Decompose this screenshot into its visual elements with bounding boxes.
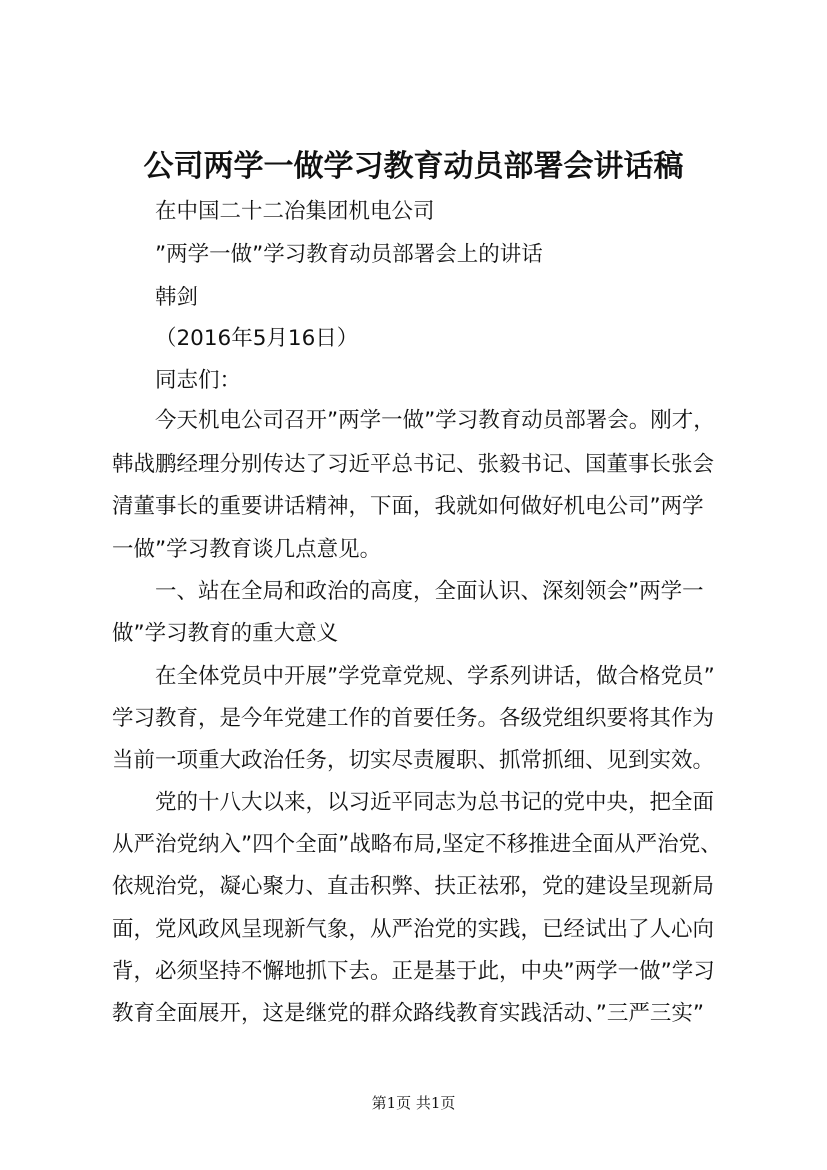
text-line: 当前一项重大政治任务，切实尽责履职、抓常抓细、见到实效。 (112, 748, 715, 773)
text-line: 在中国二十二冶集团机电公司 (155, 199, 435, 224)
text-line: 做”学习教育的重大意义 (112, 621, 339, 646)
text-line: 面，党风政风呈现新气象，从严治党的实践，已经试出了人心向 (112, 917, 715, 942)
text-line: 清董事长的重要讲话精神，下面，我就如何做好机电公司”两学 (112, 494, 704, 519)
text-line: 学习教育，是今年党建工作的首要任务。各级党组织要将其作为 (112, 706, 715, 731)
text-line: 韩剑 (155, 285, 199, 310)
text-line: 党的十八大以来，以习近平同志为总书记的党中央，把全面 (155, 790, 715, 815)
text-line: 在全体党员中开展”学党章党规、学系列讲话，做合格党员” (155, 664, 715, 689)
text-line: 今天机电公司召开”两学一做”学习教育动员部署会。刚才， (155, 408, 715, 433)
text-line: 背，必须坚持不懈地抓下去。正是基于此，中央”两学一做”学习 (112, 959, 715, 984)
text-line: （2016年5月16日） (155, 326, 359, 351)
text-line: 依规治党，凝心聚力、直击积弊、扶正祛邪，党的建设呈现新局 (112, 874, 715, 899)
page-number-footer: 第1页 共1页 (371, 1094, 456, 1112)
text-line: 教育全面展开，这是继党的群众路线教育实践活动、”三严三实” (112, 1001, 705, 1026)
document-title: 公司两学一做学习教育动员部署会讲话稿 (143, 149, 684, 184)
text-line: 同志们： (155, 368, 242, 393)
text-line: 从严治党纳入”四个全面”战略布局,坚定不移推进全面从严治党、 (112, 832, 722, 857)
text-line: 一做”学习教育谈几点意见。 (112, 537, 382, 562)
text-line: 韩战鹏经理分别传达了习近平总书记、张毅书记、国董事长张会 (112, 452, 715, 477)
text-line: ”两学一做”学习教育动员部署会上的讲话 (155, 242, 543, 267)
text-line: 一、站在全局和政治的高度，全面认识、深刻领会”两学一 (155, 579, 704, 604)
